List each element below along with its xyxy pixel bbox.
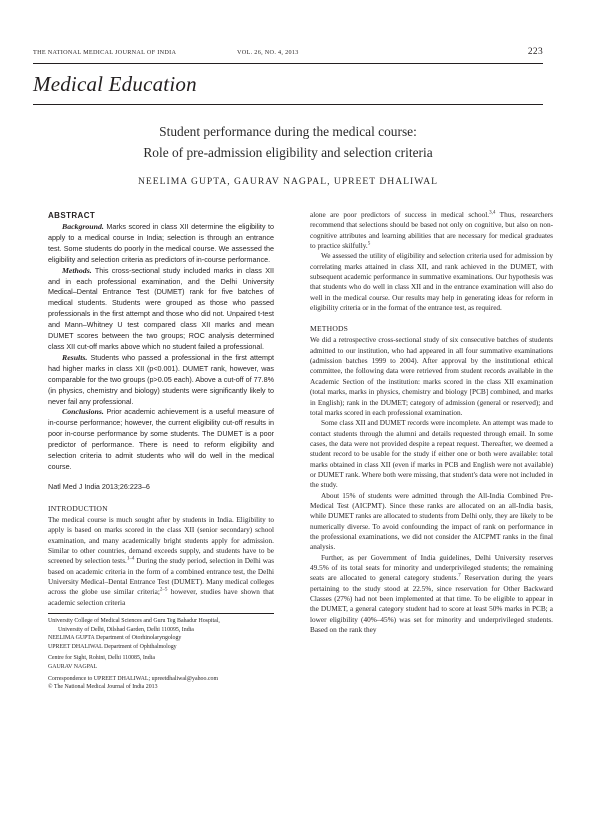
methods-p4-a: Further, as per Government of India guidelines, Delhi University reserves 49.5% of its total seats for minority and underprivileged students; the remaining seats are allocated to general category students. <box>310 553 553 583</box>
ref-superscript: 1–4 <box>126 555 135 562</box>
affiliation-line: GAURAV NAGPAL <box>48 663 98 670</box>
abstract-heading: ABSTRACT <box>48 211 96 220</box>
intro-text-d: Thus, researchers recommend that selections should be based not only on cognitive, but also on non-cognitive attributes and learning abilities that are necessary for medical graduates to practice skilfully. <box>310 211 553 251</box>
methods-paragraph-1: We did a retrospective cross-sectional study of six consecutive batches of students admitted to our institution, who had appeared in all four summative examinations (admission batches 1999 to 2004). After approval by the institutional ethical committee, the following data were retrieved from student records available in the Academic Section of the institution: marks scored in the class XII examination (total marks, marks in physics, chemistry and biology [PCB] combined, and marks in English); rank in the DUMET; category of admission (general or reserved); and total marks scored in each professional examination. <box>310 336 553 417</box>
author-list: NEELIMA GUPTA, GAURAV NAGPAL, UPREET DHALIWAL <box>138 176 438 187</box>
abstract-conclusions <box>48 407 274 472</box>
affiliation-line: UPREET DHALIWAL Department of Ophthalmology <box>48 643 177 650</box>
ref-superscript: 7 <box>458 572 461 579</box>
ref-superscript: 5 <box>367 240 371 247</box>
methods-paragraph-2: Some class XII and DUMET records were incomplete. An attempt was made to contact students through the alumni and details requested through email. In some cases, the data were not provided despite a repeat request. Thereafter, we deemed a student record to be usable for the study if either one or both were available: total marks obtained in class XII (even if marks in PCB and English were not available) or DUMET rank. Where both were missing, that student's data were not included in the study. <box>310 419 553 490</box>
running-head <box>33 47 543 59</box>
intro-text-c: however, studies have shown that academic selection criteria <box>48 588 274 607</box>
page-number: 223 <box>527 47 543 57</box>
journal-name: THE NATIONAL MEDICAL JOURNAL OF INDIA <box>33 49 177 56</box>
volume-issue: VOL. 26, NO. 4, 2013 <box>237 49 299 56</box>
title-line-1: Student performance during the medical course: <box>159 124 417 139</box>
methods-paragraph-4 <box>310 553 553 636</box>
introduction-paragraph-1-continued <box>310 210 553 251</box>
footnote-rule <box>48 613 274 614</box>
abstract-conclusions-text: Prior academic achievement is a useful measure of in-course performance; however, the current eligibility cut-off results in poor in-course performance by some students. The DUMET is a poor predictor of performance. There is need to reform eligibility and selection criteria to admit students who will do well in the medical course. <box>48 407 274 471</box>
journal-citation: Natl Med J India 2013;26:223–6 <box>48 481 150 491</box>
ref-superscript: 2–5 <box>159 586 168 593</box>
abstract-background-lead: Background. <box>62 222 104 231</box>
affiliations-footnote <box>48 617 274 692</box>
introduction-paragraph-2: We assessed the utility of eligibility and selection criteria used for admission by correlating marks attained in class XII, and rank achieved in the DUMET, with subsequent academic performance in summative examinations. Our hypothesis was that students who do well in class XII and in the entrance examination will also do well in the medical course. Our results may help in generating ideas for reform in eligibility criteria or in the format of the entrance test, as required. <box>310 252 553 313</box>
abstract-results <box>48 353 274 408</box>
correspondence-line: Correspondence to UPREET DHALIWAL; upreetdhaliwal@yahoo.com <box>48 675 219 682</box>
intro-text-a: The medical course is much sought after by students in India. Eligibility to apply is based on marks scored in the class XII (senior secondary) school examination, and many academically bright students apply for admission. Similar to other countries, demand exceeds supply, and students have to be screened by selection tests. <box>48 515 274 566</box>
affiliation-line: Centre for Sight, Rohini, Delhi 110085, India <box>48 655 155 662</box>
affiliation-line: University College of Medical Sciences and Guru Teg Bahadur Hospital, <box>48 617 220 624</box>
header-rule <box>33 63 543 64</box>
abstract-methods-lead: Methods. <box>62 265 92 275</box>
abstract-conclusions-lead: Conclusions. <box>62 407 104 417</box>
intro-text-c-cont: alone are poor predictors of success in medical school. <box>310 211 490 219</box>
section-title: Medical Education <box>33 72 197 96</box>
abstract-background-text: Marks scored in class XII determine the eligibility to apply to a medical course in India; selection is through an entrance test. Some students do poorly in the medical course. We assessed the eligibility and selection criteria as predictors of in-course performance. <box>48 222 274 264</box>
copyright-line: © The National Medical Journal of India 2013 <box>48 684 158 691</box>
methods-p4-b: Reservation during the years pertaining to the study stood at 22.5%, since reservation for Other Backward Classes (27%) had not been implemented at that time. To be eligible to appear in the DUMET, a general category student had to score at least 50% marks in PCB; a lower eligibility (40%–45%) was set for minority and underprivileged students. Based on the rank they <box>310 574 553 635</box>
ref-superscript: 3,4 <box>489 209 496 216</box>
left-column <box>48 210 274 692</box>
abstract-background <box>48 222 274 266</box>
methods-heading: METHODS <box>310 324 349 334</box>
abstract-methods-text: This cross-sectional study included marks in class XII and in each professional examination, and the Delhi University Medical–Dental Entrance Test (DUMET) rank for five batches of medical students. Students were grouped as those who passed professionals in the first attempt and those who did not. Unpaired t-test and Mann–Whitney U test compared class XII marks and mean DUMET scores between the two groups; ROC analysis determined class XII cut-off marks above which no student failed a professional. <box>48 265 274 351</box>
abstract-methods <box>48 266 274 353</box>
methods-paragraph-3: About 15% of students were admitted through the All-India Combined Pre-Medical Test (AICPMT). Since these ranks are allocated on an all-India basis, while DUMET ranks are allocated to students from Delhi only, they are likely to be numerically diverse. To avoid confounding the impact of rank on performance in the professional examinations, we did not consider the AICPMT ranks in the final analysis. <box>310 491 553 552</box>
section-rule <box>33 104 543 105</box>
right-column <box>310 210 553 635</box>
intro-text-b: During the study period, selection in Delhi was based on academic criteria in the form of a combined entrance test, the Delhi University Medical–Dental Entrance Test (DUMET). Many medical colleges across the globe use similar criteria; <box>48 557 275 597</box>
article-title <box>33 121 543 163</box>
introduction-heading: INTRODUCTION <box>48 503 108 513</box>
abstract-results-text: Students who passed a professional in the first attempt had higher marks in class XII (p<0.001). DUMET rank, however, was comparable for the two groups (p>0.05 each). Above a cut-off of 77.8% (in physics, chemistry and biology) students were significantly likely to never fail any professional. <box>48 352 274 406</box>
title-line-2: Role of pre-admission eligibility and selection criteria <box>143 145 433 160</box>
introduction-paragraph-1 <box>48 515 274 608</box>
affiliation-line: University of Delhi, Dilshad Garden, Delhi 110095, India <box>58 626 194 633</box>
abstract-results-lead: Results. <box>62 352 88 362</box>
affiliation-line: NEELIMA GUPTA Department of Otorhinolaryngology <box>48 635 182 642</box>
